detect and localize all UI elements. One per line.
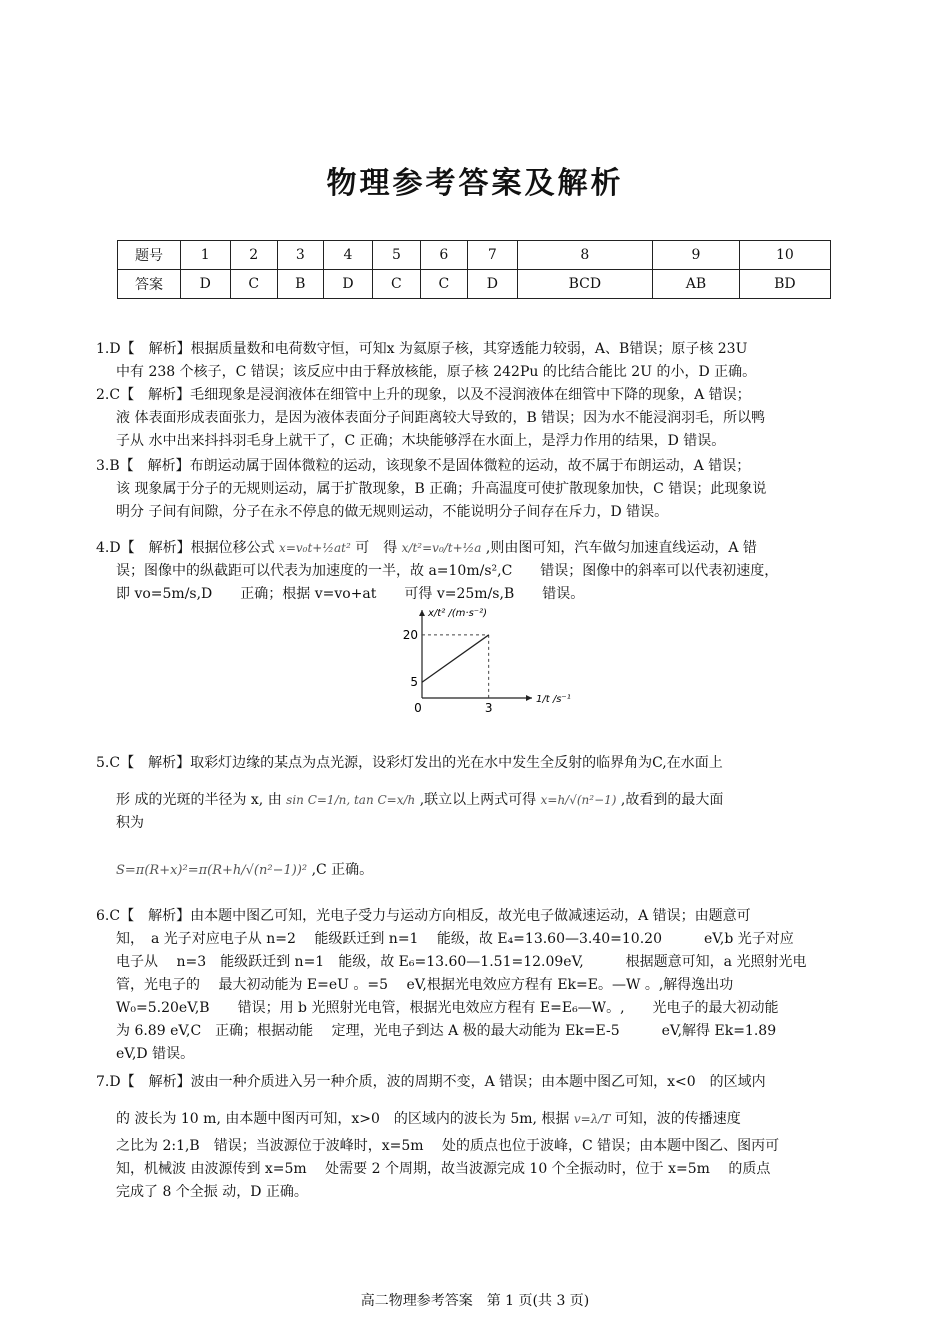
text-line: 即 vo=5m/s,D 正确；根据 v=vo+at 可得 v=25m/s,B 错误。 <box>116 586 585 602</box>
text-segment: 可 得 <box>355 540 398 556</box>
text-line: 完成了 8 个全振 动，D 正确。 <box>116 1184 308 1200</box>
y-tick-label: 20 <box>402 627 418 642</box>
x-axis-arrow <box>526 695 532 701</box>
text-line: 子从 水中出来抖抖羽毛身上就干了，C 正确；木块能够浮在水面上，是浮力作用的结果，D 错误。 <box>116 433 726 449</box>
table-cell: 9 <box>653 241 740 270</box>
text-line: 1.D【 解析】根据质量数和电荷数守恒，可知x 为氦原子核，其穿透能力较弱，A、B错误；原子核 23U <box>96 341 748 357</box>
answer-2 <box>96 384 856 453</box>
text-segment: ,则由图可知，汽车做匀加速直线运动，A 错 <box>485 540 757 556</box>
text-line <box>96 789 856 812</box>
text-line: eV,D 错误。 <box>116 1046 195 1062</box>
row-label: 答案 <box>118 270 181 299</box>
table-cell: BD <box>739 270 830 299</box>
text-line: 3.B【 解析】布朗运动属于固体微粒的运动，该现象不是固体微粒的运动，故不属于布朗运动，A 错误； <box>96 458 751 474</box>
text-line: 为 6.89 eV,C 正确；根据动能 定理，光电子到达 A 极的最大动能为 Ek=E-5 eV,解得 Ek=1.89 <box>116 1023 777 1039</box>
answer-4 <box>96 537 856 606</box>
page-title: 物理参考答案及解析 <box>326 166 624 201</box>
table-cell: D <box>323 270 373 299</box>
formula: sin C=1/n, tan C=x/h <box>286 793 416 807</box>
y-axis-label: x/t² /(m·s⁻²) <box>428 608 487 619</box>
text-line: 6.C【 解析】由本题中图乙可知，光电子受力与运动方向相反，故光电子做减速运动，A 错误；由题意可 <box>96 908 751 924</box>
x-axis-label: 1/t /s⁻¹ <box>536 694 571 705</box>
text-line: 7.D【 解析】波由一种介质进入另一种介质，波的周期不变，A 错误；由本题中图乙可知，x<0 的区域内 <box>96 1074 766 1090</box>
table-cell: BCD <box>517 270 653 299</box>
x-tick-label: 0 <box>414 701 422 715</box>
text-line: 知，机械波 由波源传到 x=5m 处需要 2 个周期，故当波源完成 10 个全振动时，位于 x=5m 的质点 <box>116 1161 771 1177</box>
text-segment: 的 波长为 10 m, 由本题中图丙可知，x>0 的区域内的波长为 5m, 根据 <box>116 1111 570 1127</box>
table-row <box>118 270 831 299</box>
text-line: 该 现象属于分子的无规则运动，属于扩散现象，B 正确；升高温度可使扩散现象加快，C 错误；此现象说 <box>116 481 767 497</box>
table-row <box>118 241 831 270</box>
text-line: 积为 <box>116 815 144 831</box>
formula: v=λ/T <box>573 1112 611 1126</box>
table-cell: C <box>373 270 420 299</box>
row-label: 题号 <box>118 241 181 270</box>
text-line: 之比为 2:1,B 错误；当波源位于波峰时，x=5m 处的质点也位于波峰，C 错误；由本题中图乙、图丙可 <box>116 1138 780 1154</box>
table-cell: 1 <box>181 241 231 270</box>
formula: x/t²=v₀/t+½a <box>401 541 482 555</box>
table-cell: 2 <box>230 241 277 270</box>
text-line: 电子从 n=3 能级跃迁到 n=1 能级，故 E₆=13.60—1.51=12.09eV, 根据题意可知，a 光照射光电 <box>116 954 807 970</box>
table-cell: AB <box>653 270 740 299</box>
data-line <box>422 635 489 682</box>
table-cell: 8 <box>517 241 653 270</box>
x-tick-label: 3 <box>484 701 493 715</box>
answer-5 <box>96 752 856 882</box>
text-line: W₀=5.20eV,B 错误；用 b 光照射光电管，根据光电效应方程有 E=E₆—W。, 光电子的最大初动能 <box>116 1000 779 1016</box>
table-cell: D <box>181 270 231 299</box>
text-line: 液 体表面形成表面张力，是因为液体表面分子间距离较大导致的，B 错误；因为水不能浸润羽毛，所以鸭 <box>116 410 766 426</box>
text-segment: 可知，波的传播速度 <box>614 1111 741 1127</box>
table-cell: 3 <box>277 241 323 270</box>
text-segment: 形 成的光斑的半径为 x, 由 <box>116 792 282 808</box>
text-line: 中有 238 个核子，C 错误；该反应中由于释放核能，原子核 242Pu 的比结合能比 2U 的小，D 正确。 <box>116 364 757 380</box>
v-t-graph <box>385 606 571 718</box>
text-line: 5.C【 解析】取彩灯边缘的某点为点光源，设彩灯发出的光在水中发生全反射的临界角为C,在水面上 <box>96 755 723 771</box>
text-line: 知， a 光子对应电子从 n=2 能级跃迁到 n=1 能级，故 E₄=13.60—3.40=10.20 eV,b 光子对应 <box>116 931 794 947</box>
text-line <box>96 859 856 882</box>
formula: S=π(R+x)²=π(R+h/√(n²−1))² <box>116 863 308 878</box>
text-segment: ,联立以上两式可得 <box>419 792 537 808</box>
answer-6 <box>96 905 856 1066</box>
answer-7 <box>96 1071 856 1204</box>
text-line: 管，光电子的 最大初动能为 E=eU 。=5 eV,根据光电效应方程有 Ek=E。—W 。,解得逸出功 <box>116 977 734 993</box>
table-cell: 4 <box>323 241 373 270</box>
table-cell: C <box>420 270 467 299</box>
table-cell: 7 <box>468 241 518 270</box>
y-axis-arrow <box>419 610 425 616</box>
text-line <box>96 1108 856 1131</box>
text-line: 明分 子间有间隙，分子在永不停息的做无规则运动，不能说明分子间存在斥力，D 错误。 <box>116 504 669 520</box>
text-segment: 4.D【 解析】根据位移公式 <box>96 540 275 556</box>
text-line <box>96 537 856 560</box>
answer-3 <box>96 455 856 524</box>
answer-table <box>117 240 831 299</box>
formula: x=h/√(n²−1) <box>540 793 617 807</box>
table-cell: 5 <box>373 241 420 270</box>
formula: x=v₀t+½at² <box>279 541 351 555</box>
answer-1 <box>96 338 856 384</box>
table-cell: B <box>277 270 323 299</box>
table-cell: D <box>468 270 518 299</box>
table-cell: 10 <box>739 241 830 270</box>
text-line: 误；图像中的纵截距可以代表为加速度的一半，故 a=10m/s²,C 错误；图像中的斜率可以代表初速度， <box>116 563 779 579</box>
text-line: 2.C【 解析】毛细现象是浸润液体在细管中上升的现象，以及不浸润液体在细管中下降的现象，A 错误； <box>96 387 751 403</box>
table-cell: C <box>230 270 277 299</box>
y-tick-label: 5 <box>410 675 418 690</box>
page-footer: 高二物理参考答案 第 1 页(共 3 页) <box>360 1293 590 1309</box>
text-segment: ,故看到的最大面 <box>620 792 724 808</box>
text-segment: ,C 正确。 <box>311 862 374 878</box>
table-cell: 6 <box>420 241 467 270</box>
